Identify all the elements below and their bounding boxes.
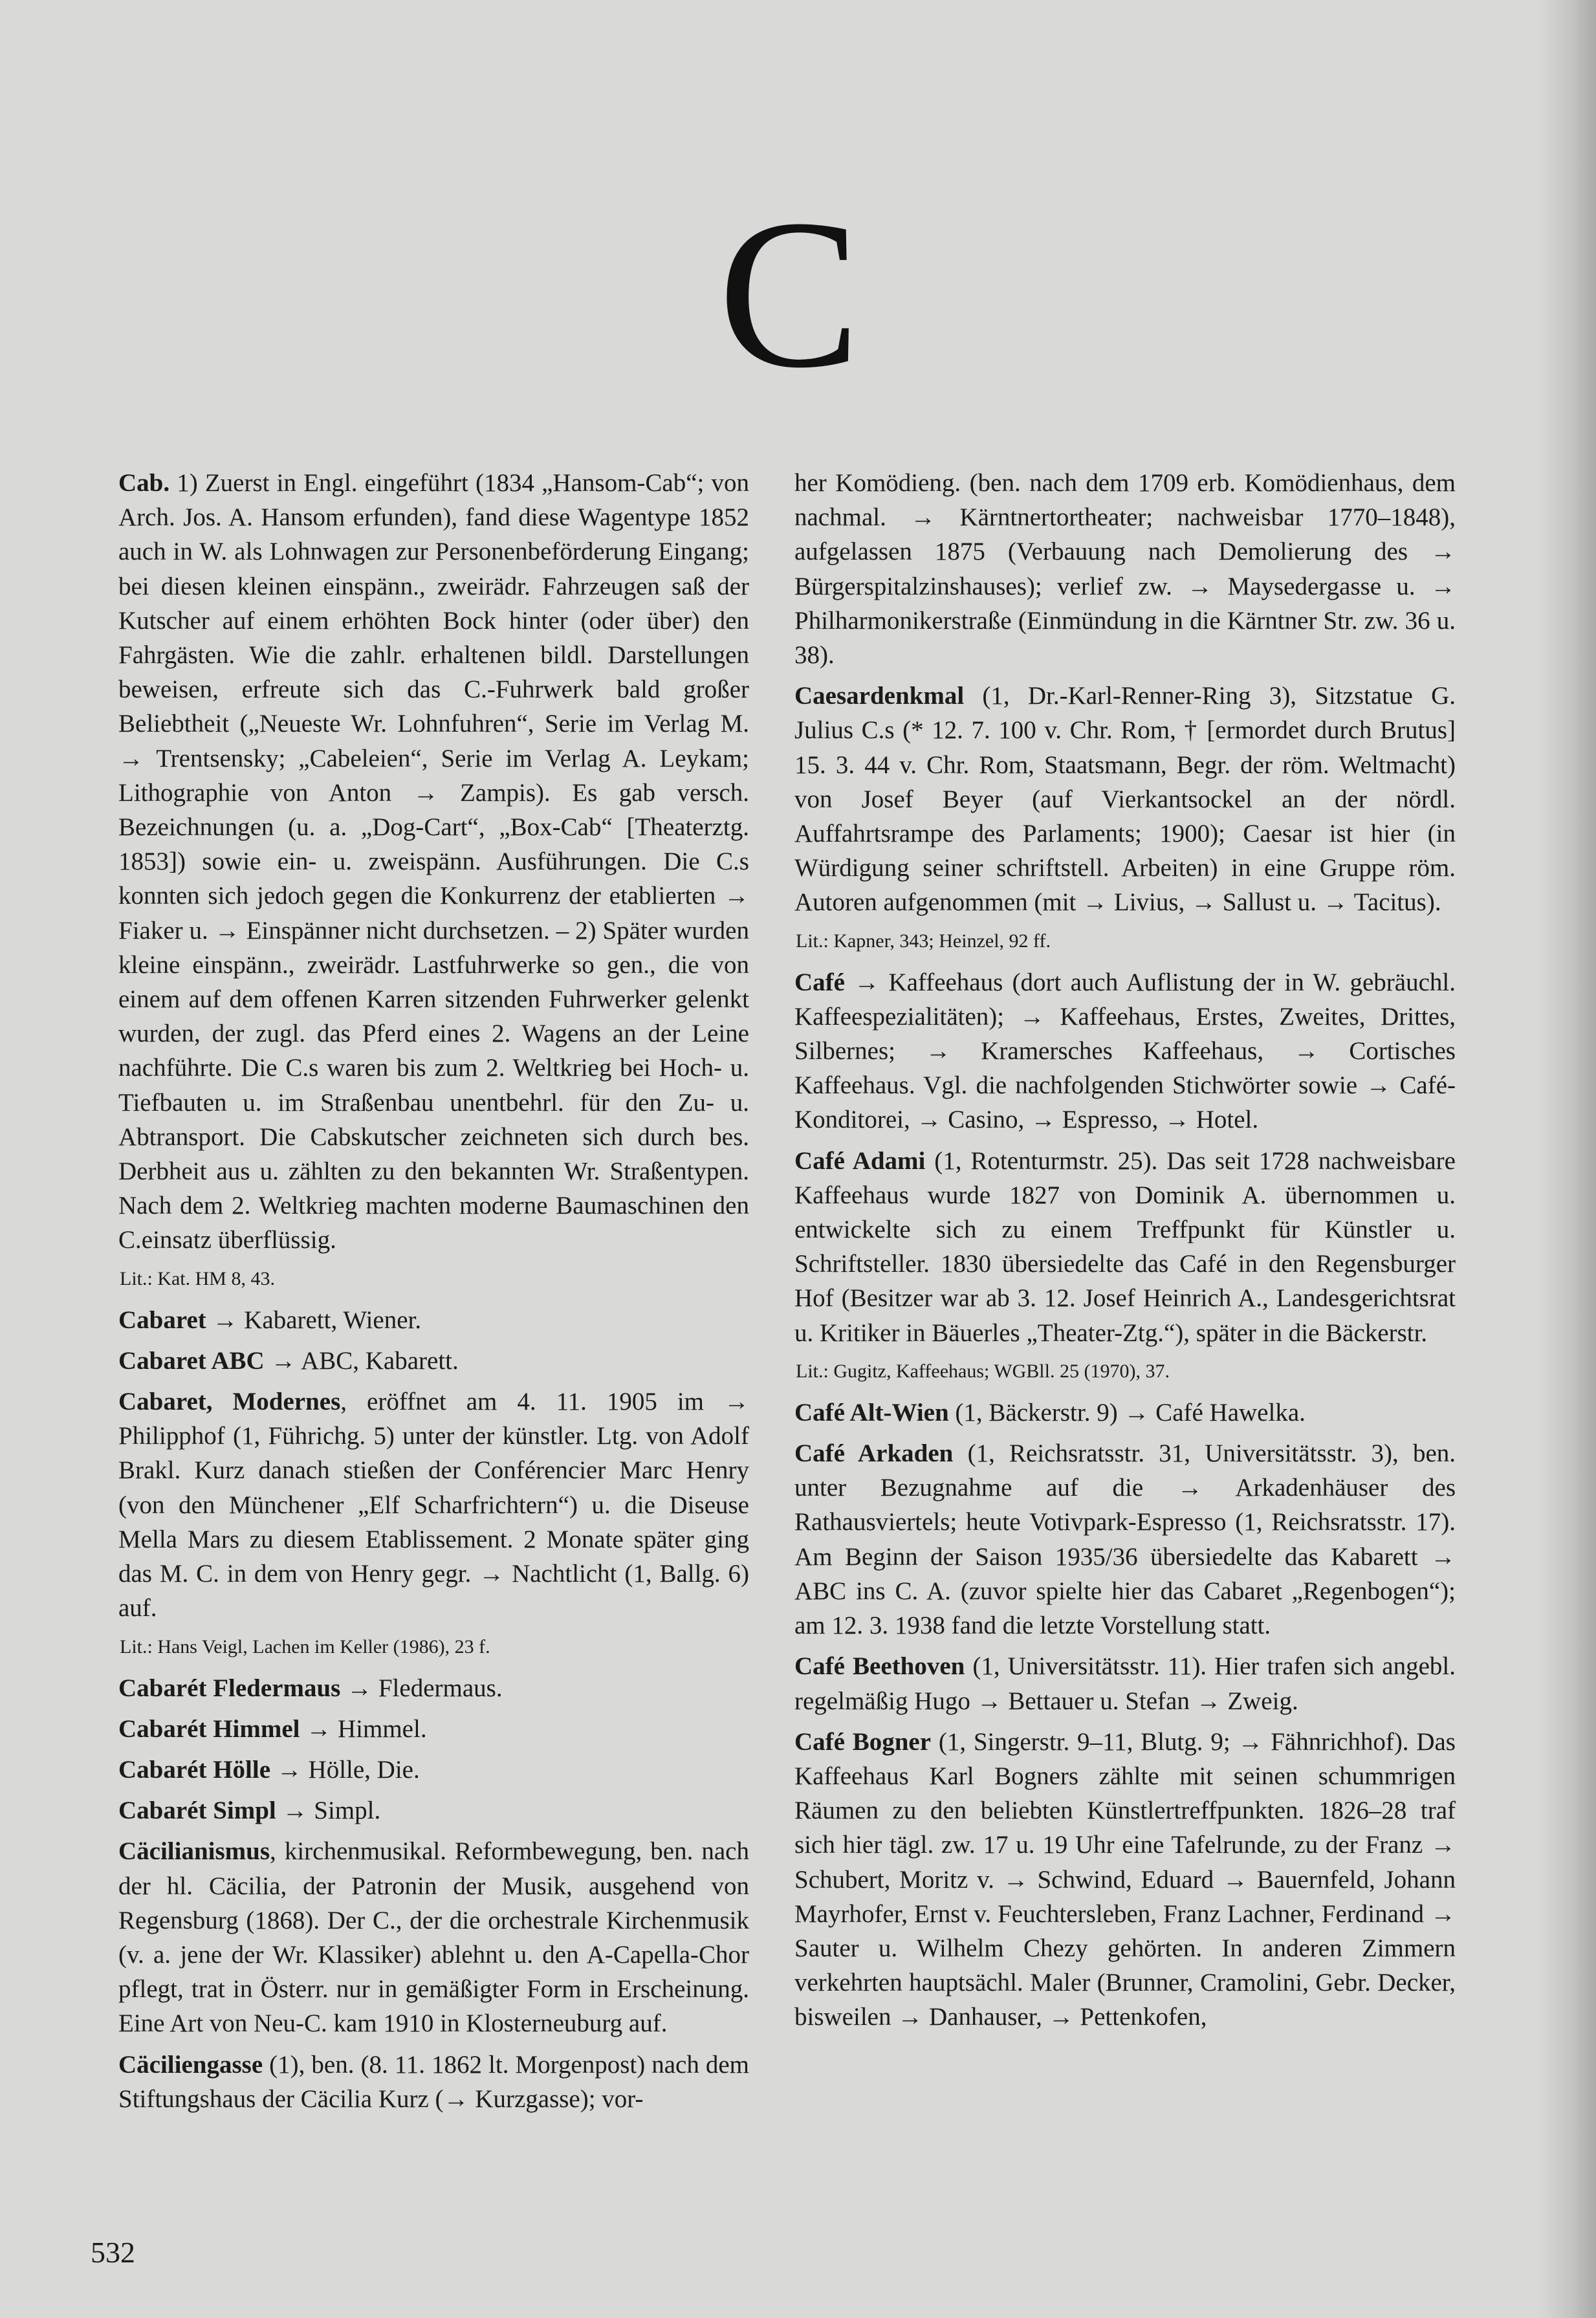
entry-cafe: Café → Kaffeehaus (dort auch Auflistung der in W. gebräuchl. Kaffeespezialitäten); → Kaffeehaus, Erstes, Zweites, Drittes, Silbernes; → Kramersches Kaffeehaus, → Cortisches Kaffeehaus. Vgl. die nachfolgenden Stichwörter sowie → Café-Konditorei, → Casino, → Espresso, → Hotel. (794, 968, 1456, 1134)
entry-caeciliengasse: Cäciliengasse (1), ben. (8. 11. 1862 lt. Morgenpost) nach dem Stiftungshaus der Cäcilia Kurz (→ Kurzgasse); vor- (118, 2050, 749, 2113)
entry-cafe-bogner: Café Bogner (1, Singerstr. 9–11, Blutg. 9; → Fähnrichhof). Das Kaffeehaus Karl Bogners zählte mit seinen schummrigen Räumen zu den beliebten Künstlertreffpunkten. 1826–28 traf sich hier tägl. zw. 17 u. 19 Uhr eine Tafelrunde, zu der Franz → Schubert, Moritz v. → Schwind, Eduard → Bauernfeld, Johann Mayrhofer, Ernst v. Feuchtersleben, Franz Lachner, Ferdinand → Sauter u. Wilhelm Chezy gehörten. In anderen Zimmern verkehrten hauptsächl. Maler (Brunner, Cramolini, Gebr. Decker, bisweilen → Danhauser, → Pettenkofen, (794, 1727, 1456, 2031)
entry-cabaret-hoelle: Cabarét Hölle → Hölle, Die. (118, 1755, 420, 1784)
entry-cabaret-abc: Cabaret ABC → ABC, Kabarett. (118, 1346, 459, 1375)
entry-cabaret-simpl: Cabarét Simpl → Simpl. (118, 1797, 381, 1825)
entry-cabaret-fledermaus: Cabarét Fledermaus → Fledermaus. (118, 1674, 503, 1702)
left-column (118, 466, 749, 2123)
section-initial-letter: C (717, 176, 861, 412)
entry-cab: Cab. 1) Zuerst in Engl. eingeführt (1834 „Hansom-Cab“; von Arch. Jos. A. Hansom erfunden), fand diese Wagentype 1852 auch in W. als Lohnwagen zur Personenbeförderung Eingang; bei diesen kleinen einspänn., zweirädr. Fahrzeugen saß der Kutscher auf einem erhöhten Bock hinter (oder über) den Fahrgästen. Wie die zahlr. erhaltenen bildl. Darstellungen beweisen, erfreute sich das C.-Fuhrwerk bald großer Beliebtheit („Neueste Wr. Lohnfuhren“, Serie im Verlag M. → Trentsensky; „Cabeleien“, Serie im Verlag A. Leykam; Lithographie von Anton → Zampis). Es gab versch. Bezeichnungen (u. a. „Dog-Cart“, „Box-Cab“ [Theaterztg. 1853]) sowie ein- u. zweispänn. Ausführungen. Die C.s konnten sich jedoch gegen die Konkurrenz der etablierten → Fiaker u. → Einspänner nicht durchsetzen. – 2) Später wurden kleine einspänn., zweirädr. Lastfuhrwerke so gen., die von einem auf dem offenen Karren sitzenden Fuhrwerker gelenkt wurden, der zugl. das Pferd eines 2. Wagens an der Leine nachführte. Die C.s waren bis zum 2. Weltkrieg bei Hoch- u. Tiefbauten u. im Straßenbau unentbehrl. für den Zu- u. Abtransport. Die Cabskutscher zeichneten sich durch bes. Derbheit aus u. zählten zu den bekannten Wr. Straßentypen. Nach dem 2. Weltkrieg machten moderne Baumaschinen den C.einsatz überflüssig. (118, 469, 749, 1254)
right-column (794, 466, 1456, 2041)
lit-reference: Lit.: Hans Veigl, Lachen im Keller (1986), 23 f. (120, 1635, 490, 1657)
lit-reference: Lit.: Kat. HM 8, 43. (120, 1267, 275, 1289)
lit-reference: Lit.: Kapner, 343; Heinzel, 92 ff. (796, 930, 1051, 952)
entry-cafe-arkaden: Café Arkaden (1, Reichsratsstr. 31, Universitätsstr. 3), ben. unter Bezugnahme auf die → Arkadenhäuser des Rathausviertels; heute Votivpark-Espresso (1, Reichsratsstr. 17). Am Beginn der Saison 1935/36 übersiedelte das Kabarett → ABC ins C. A. (zuvor spielte hier das Cabaret „Regenbogen“); am 12. 3. 1938 fand die letzte Vorstellung statt. (794, 1439, 1456, 1640)
entry-caecilianismus: Cäcilianismus, kirchenmusikal. Reformbewegung, ben. nach der hl. Cäcilia, der Patronin der Musik, ausgehend von Regensburg (1868). Der C., der die orchestrale Kirchenmusik (v. a. jene der Wr. Klassiker) ablehnt u. den A-Capella-Chor pflegt, trat in Österr. nur in gemäßigter Form in Erscheinung. Eine Art von Neu-C. kam 1910 in Klosterneuburg auf. (118, 1837, 749, 2038)
entry-cafe-alt-wien: Café Alt-Wien (1, Bäckerstr. 9) → Café Hawelka. (794, 1398, 1306, 1427)
entry-cabaret: Cabaret → Kabarett, Wiener. (118, 1306, 422, 1334)
entry-cabaret-modernes: Cabaret, Modernes, eröffnet am 4. 11. 1905 im → Philipphof (1, Führichg. 5) unter der künstler. Ltg. von Adolf Brakl. Kurz danach stießen der Conférencier Marc Henry (von den Münchener „Elf Scharfrichtern“) u. die Diseuse Mella Mars zu diesem Etablissement. 2 Monate später ging das M. C. in dem von Henry gegr. → Nachtlicht (1, Ballg. 6) auf. (118, 1388, 749, 1623)
lit-reference: Lit.: Gugitz, Kaffeehaus; WGBll. 25 (1970), 37. (796, 1360, 1170, 1382)
entry-cafe-beethoven: Café Beethoven (1, Universitätsstr. 11). Hier trafen sich angebl. regelmäßig Hugo → Bettauer u. Stefan → Zweig. (794, 1652, 1456, 1715)
entry-continuation: her Komödieng. (ben. nach dem 1709 erb. Komödienhaus, dem nachmal. → Kärntnertortheater; nachweisbar 1770–1848), aufgelassen 1875 (Verbauung nach Demolierung des → Bürgerspitalzinshauses); verlief zw. → Maysedergasse u. → Philharmonikerstraße (Einmündung in die Kärntner Str. zw. 36 u. 38). (794, 469, 1456, 670)
entry-cafe-adami: Café Adami (1, Rotenturmstr. 25). Das seit 1728 nachweisbare Kaffeehaus wurde 1827 von Dominik A. übernommen u. entwickelte sich zu einem Treffpunkt für Künstler u. Schriftsteller. 1830 übersiedelte das Café in den Regensburger Hof (Besitzer war ab 3. 12. Josef Heinrich A., Landesgerichtsrat u. Kritiker in Bäuerles „Theater-Ztg.“), später in die Bäckerstr. (794, 1146, 1456, 1347)
entry-cabaret-himmel: Cabarét Himmel → Himmel. (118, 1714, 427, 1743)
page-number: 532 (91, 2236, 135, 2269)
page-edge-shadow (1538, 0, 1596, 2318)
entry-caesardenkmal: Caesardenkmal (1, Dr.-Karl-Renner-Ring 3), Sitzstatue G. Julius C.s (* 12. 7. 100 v. Chr. Rom, † [ermordet durch Brutus] 15. 3. 44 v. Chr. Rom, Staatsmann, Begr. der röm. Weltmacht) von Josef Beyer (auf Vierkantsockel an der nördl. Auffahrtsrampe des Parlaments; 1900); Caesar ist hier (in Würdigung seiner schriftstell. Arbeiten) in eine Gruppe röm. Autoren aufgenommen (mit → Livius, → Sallust u. → Tacitus). (794, 682, 1456, 917)
